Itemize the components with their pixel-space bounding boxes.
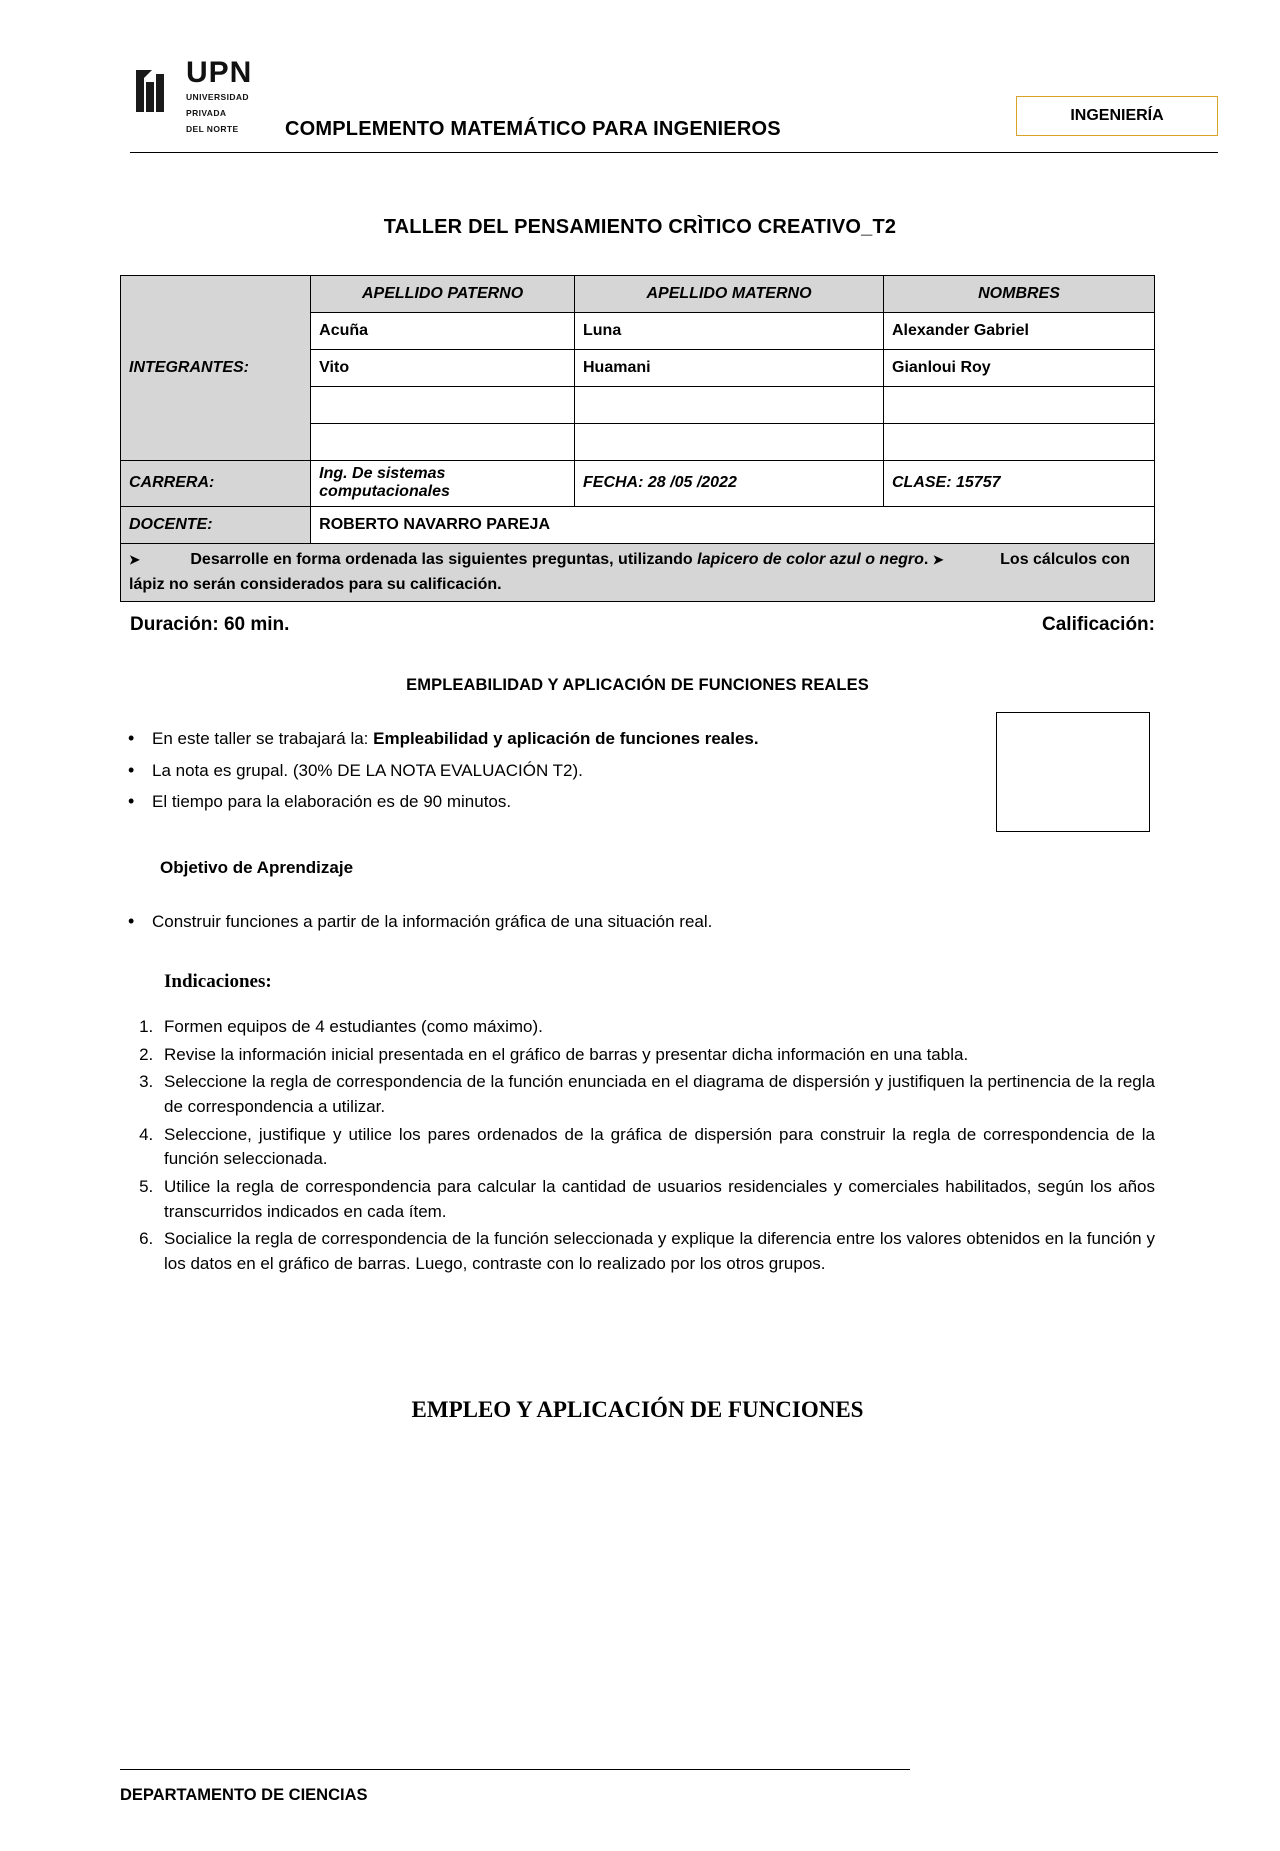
list-item [120, 906, 1155, 937]
footer-text: DEPARTAMENTO DE CIENCIAS [120, 1786, 368, 1804]
integrantes-label: INTEGRANTES: [121, 276, 311, 461]
bullet-text-bold: Empleabilidad y aplicación de funciones reales. [373, 729, 759, 749]
upn-logo-mark-icon [130, 60, 178, 122]
carrera-label: CARRERA: [121, 461, 311, 507]
instruction-1-post: . [923, 550, 929, 568]
list-item: 3. Seleccione la regla de correspondencia de la función enunciada en el diagrama de dispersión y justifiquen la pertinencia de la regla de correspondencia a utilizar. [158, 1070, 1155, 1119]
list-item [120, 723, 1155, 754]
instruction-1-emphasis: lapicero de color azul o negro [697, 550, 924, 568]
list-item: 1. Formen equipos de 4 estudiantes (como máximo). [158, 1015, 1155, 1040]
docente-label: DOCENTE: [121, 506, 311, 543]
docente-row [121, 506, 1155, 543]
column-header-paterno: APELLIDO PATERNO [311, 276, 575, 313]
student-nombres[interactable] [884, 424, 1155, 461]
section-title: EMPLEABILIDAD Y APLICACIÓN DE FUNCIONES REALES [406, 676, 869, 695]
document-header [120, 40, 1218, 160]
table-header-row [121, 276, 1155, 313]
indications-list [120, 1015, 1155, 1276]
column-header-materno: APELLIDO MATERNO [575, 276, 884, 313]
list-item [120, 755, 1155, 786]
instructions-row [121, 543, 1155, 602]
bottom-section-title: EMPLEO Y APLICACIÓN DE FUNCIONES [411, 1396, 864, 1422]
arrow-bullet-icon-2: ➤ [932, 551, 944, 567]
upn-logo-subtitle: UNIVERSIDAD PRIVADA DEL NORTE [186, 92, 249, 134]
instructions-cell [121, 543, 1155, 602]
student-nombres[interactable]: Gianloui Roy [884, 350, 1155, 387]
upn-logo-word: UPN [186, 56, 253, 89]
instruction-2: Los cálculos con lápiz no serán considerados para su calificación. [129, 550, 1130, 593]
duration-label: Duración: 60 min. [130, 614, 290, 636]
faculty-badge: INGENIERÍA [1016, 96, 1218, 136]
document-body [120, 676, 1155, 1422]
student-paterno[interactable]: Vito [311, 350, 575, 387]
docente-value[interactable]: ROBERTO NAVARRO PAREJA [311, 506, 1155, 543]
student-materno[interactable]: Huamani [575, 350, 884, 387]
student-nombres[interactable]: Alexander Gabriel [884, 313, 1155, 350]
student-info-table-wrap [120, 275, 1155, 602]
list-item: 2. Revise la información inicial presentada en el gráfico de barras y presentar dicha información en una tabla. [158, 1043, 1155, 1068]
indications-heading: Indicaciones: [164, 971, 272, 993]
document-footer [120, 1769, 1155, 1805]
course-title: COMPLEMENTO MATEMÁTICO PARA INGENIEROS [285, 118, 781, 140]
student-materno[interactable] [575, 424, 884, 461]
list-item: 6. Socialice la regla de correspondencia de la función seleccionada y explique la diferencia entre los valores obtenidos en la función y los datos en el gráfico de barras. Luego, contraste con lo realizado por los otros grupos. [158, 1227, 1155, 1276]
bullet-text-pre: En este taller se trabajará la: [152, 729, 374, 749]
document-page [0, 40, 1280, 1851]
clase-value[interactable]: CLASE: 15757 [884, 461, 1155, 507]
list-item: 5. Utilice la regla de correspondencia para calcular la cantidad de usuarios residenciales y comerciales habilitados, según los años transcurridos indicados en cada ítem. [158, 1175, 1155, 1224]
fecha-value[interactable]: FECHA: 28 /05 /2022 [575, 461, 884, 507]
list-item [120, 786, 1155, 817]
objective-bullet-text: Construir funciones a partir de la información gráfica de una situación real. [152, 911, 713, 931]
duration-row [130, 614, 1155, 636]
student-info-table [120, 275, 1155, 602]
upn-logo-text [186, 58, 270, 136]
student-paterno[interactable] [311, 424, 575, 461]
student-materno[interactable]: Luna [575, 313, 884, 350]
objective-bullet-list [120, 906, 1155, 937]
student-nombres[interactable] [884, 387, 1155, 424]
carrera-value[interactable]: Ing. De sistemas computacionales [311, 461, 575, 507]
objective-heading: Objetivo de Aprendizaje [160, 857, 354, 877]
page-title: TALLER DEL PENSAMIENTO CRÌTICO CREATIVO_T2 [383, 216, 897, 238]
bullet-text-pre: El tiempo para la elaboración es de 90 minutos. [152, 792, 512, 812]
arrow-bullet-icon: ➤ [129, 551, 140, 567]
calificacion-label: Calificación: [1042, 614, 1155, 636]
student-paterno[interactable] [311, 387, 575, 424]
upn-logo [130, 58, 270, 134]
intro-bullet-list [120, 723, 1155, 817]
list-item: 4. Seleccione, justifique y utilice los pares ordenados de la gráfica de dispersión para construir la regla de correspondencia de la función seleccionada. [158, 1123, 1155, 1172]
footer-divider [120, 1769, 910, 1770]
bullet-text-pre: La nota es grupal. (30% DE LA NOTA EVALUACIÓN T2). [152, 760, 583, 780]
carrera-row [121, 461, 1155, 507]
student-materno[interactable] [575, 387, 884, 424]
column-header-nombres: NOMBRES [884, 276, 1155, 313]
student-paterno[interactable]: Acuña [311, 313, 575, 350]
header-divider [130, 152, 1218, 153]
instruction-1-pre: Desarrolle en forma ordenada las siguientes preguntas, utilizando [190, 550, 698, 568]
